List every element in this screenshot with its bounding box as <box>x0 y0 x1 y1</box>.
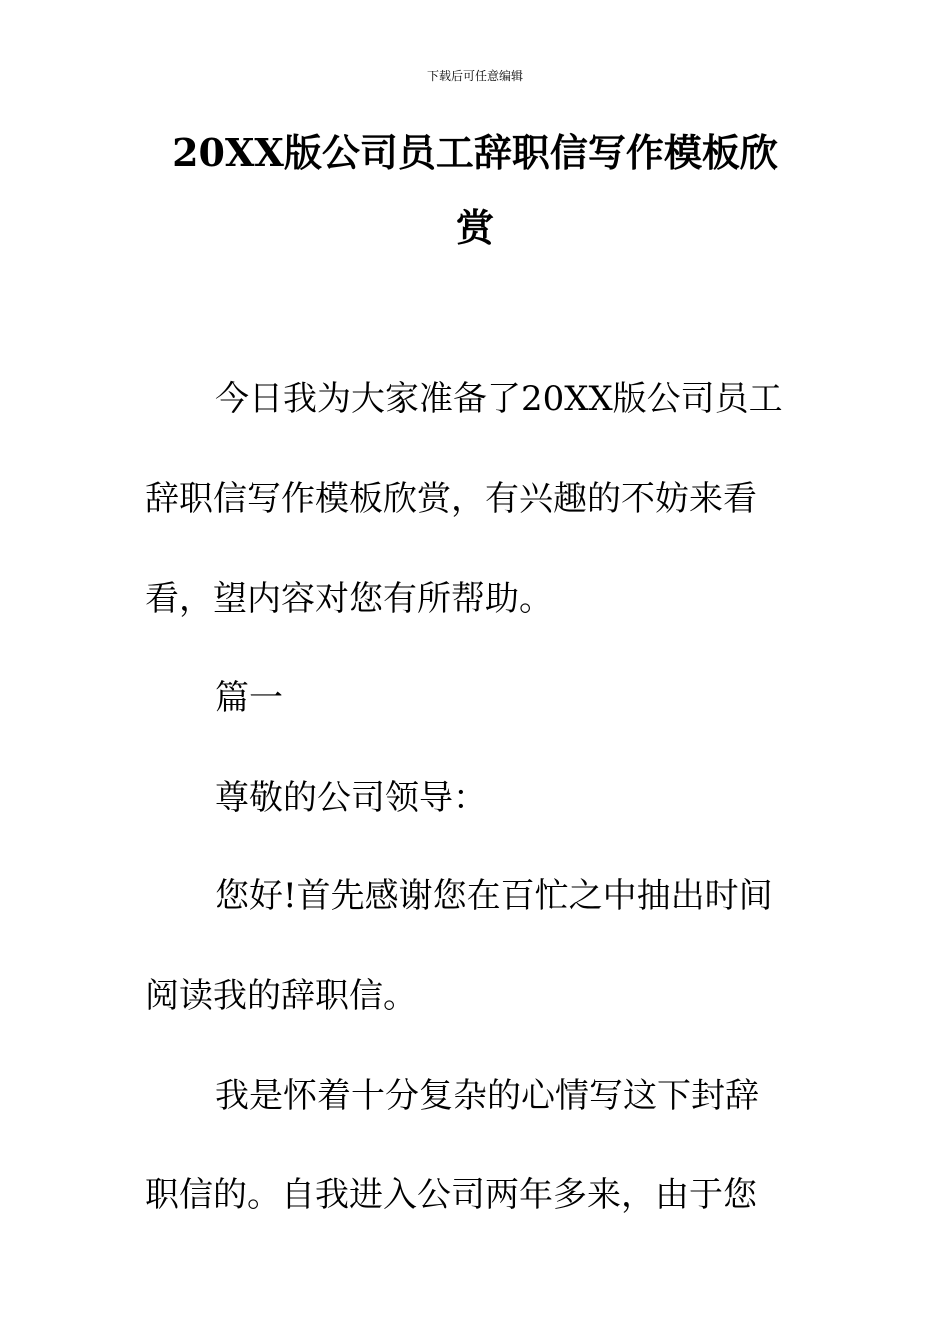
paragraph-intro-line-2: 辞职信写作模板欣赏，有兴趣的不妨来看 <box>145 479 757 519</box>
paragraph-greeting-line-1: 您好!首先感谢您在百忙之中抽出时间 <box>215 876 773 916</box>
header-note: 下载后可任意编辑 <box>426 69 523 83</box>
paragraph-greeting-line-2: 阅读我的辞职信。 <box>145 976 417 1016</box>
paragraph-intro-line-3: 看，望内容对您有所帮助。 <box>145 579 553 619</box>
section-heading: 篇一 <box>215 678 283 718</box>
paragraph-body-line-2: 职信的。自我进入公司两年多来，由于您 <box>145 1175 757 1215</box>
document-title-line-2: 赏 <box>455 205 494 250</box>
document-title-line-1: 20XX版公司员工辞职信写作模板欣 <box>172 130 778 175</box>
salutation: 尊敬的公司领导： <box>215 778 487 818</box>
paragraph-intro-line-1: 今日我为大家准备了20XX版公司员工 <box>215 379 783 419</box>
paragraph-body-line-1: 我是怀着十分复杂的心情写这下封辞 <box>215 1076 759 1116</box>
